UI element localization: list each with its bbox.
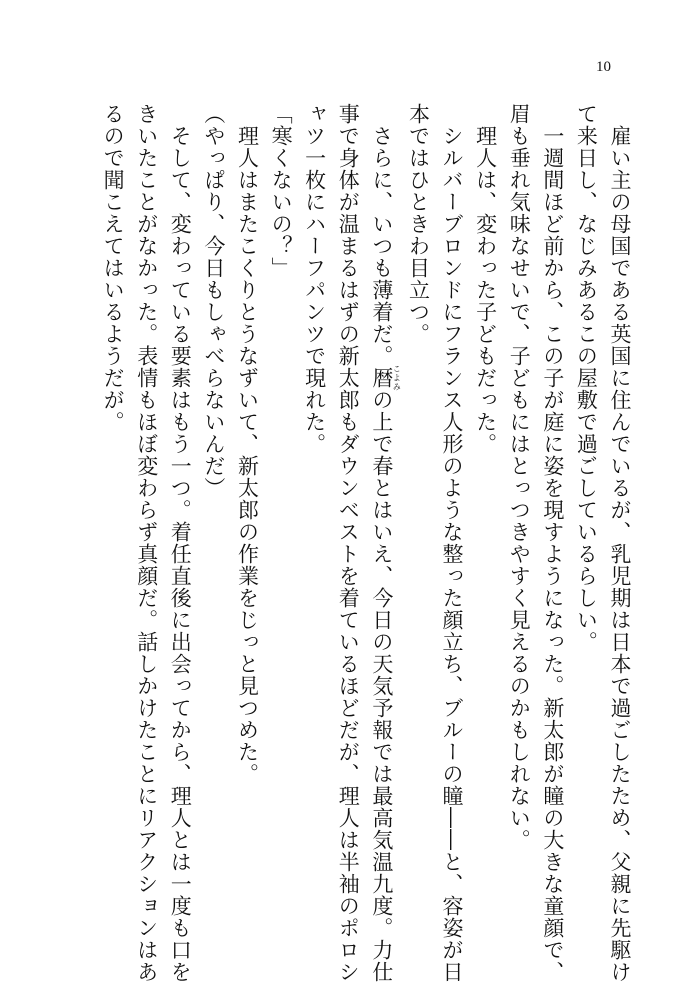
text-line-2: て来日し、なじみあるこの屋敷で過ごしているらしい。 xyxy=(574,103,599,653)
text-line-11: 「寒くないの？」 xyxy=(269,103,294,279)
text-line-16: るので聞こえてはいるようだが。 xyxy=(101,103,126,433)
text-line-5: 理人は、変わった子どもだった。 xyxy=(473,103,498,455)
text-line-12: 理人はまたこくりとうなずいて、新太郎の作業をじっと見つめた。 xyxy=(235,103,260,785)
text-line-8-start: さらに、いつも薄着だ。 xyxy=(369,103,394,367)
text-line-10: ャツ一枚にハーフパンツで現れた。 xyxy=(302,103,327,455)
text-line-3: 一週間ほど前から、この子が庭に姿を現すようになった。新太郎が瞳の大きな童顔で、 xyxy=(540,103,565,983)
text-line-4: 眉も垂れ気味なせいで、子どもにはとっつきやすく見えるのかもしれない。 xyxy=(507,103,532,851)
ruby-word xyxy=(369,364,402,392)
ruby-base: 暦 xyxy=(369,364,394,392)
ruby-reading: こよみ xyxy=(392,364,402,392)
text-line-6: シルバーブロンドにフランス人形のような整った顔立ち、ブルーの瞳――と、容姿が日 xyxy=(440,103,465,983)
page-number: 10 xyxy=(596,59,611,75)
text-line-9: 事で身体が温まるはずの新太郎もダウンベストを着ているほどだが、理人は半袖のポロシ xyxy=(336,103,361,983)
vertical-text-body xyxy=(96,103,636,983)
text-line-15: きいたことがなかった。表情もほぼ変わらず真顔だ。話しかけたことにリアクションはあ xyxy=(134,103,159,983)
text-line-13: （やっぱり、今日もしゃべらないんだ） xyxy=(201,103,226,499)
text-line-1: 雇い主の母国である英国に住んでいるが、乳児期は日本で過ごしたため、父親に先駆け xyxy=(608,103,632,983)
text-line-7: 本ではひときわ目立つ。 xyxy=(406,103,431,345)
text-line-14: そして、変わっている要素はもう一つ。着任直後に出会ってから、理人とは一度も口を xyxy=(168,103,193,983)
text-line-8 xyxy=(364,103,401,983)
text-line-8-rest: の上で春とはいえ、今日の天気予報では最高気温九度。力仕 xyxy=(369,389,394,983)
